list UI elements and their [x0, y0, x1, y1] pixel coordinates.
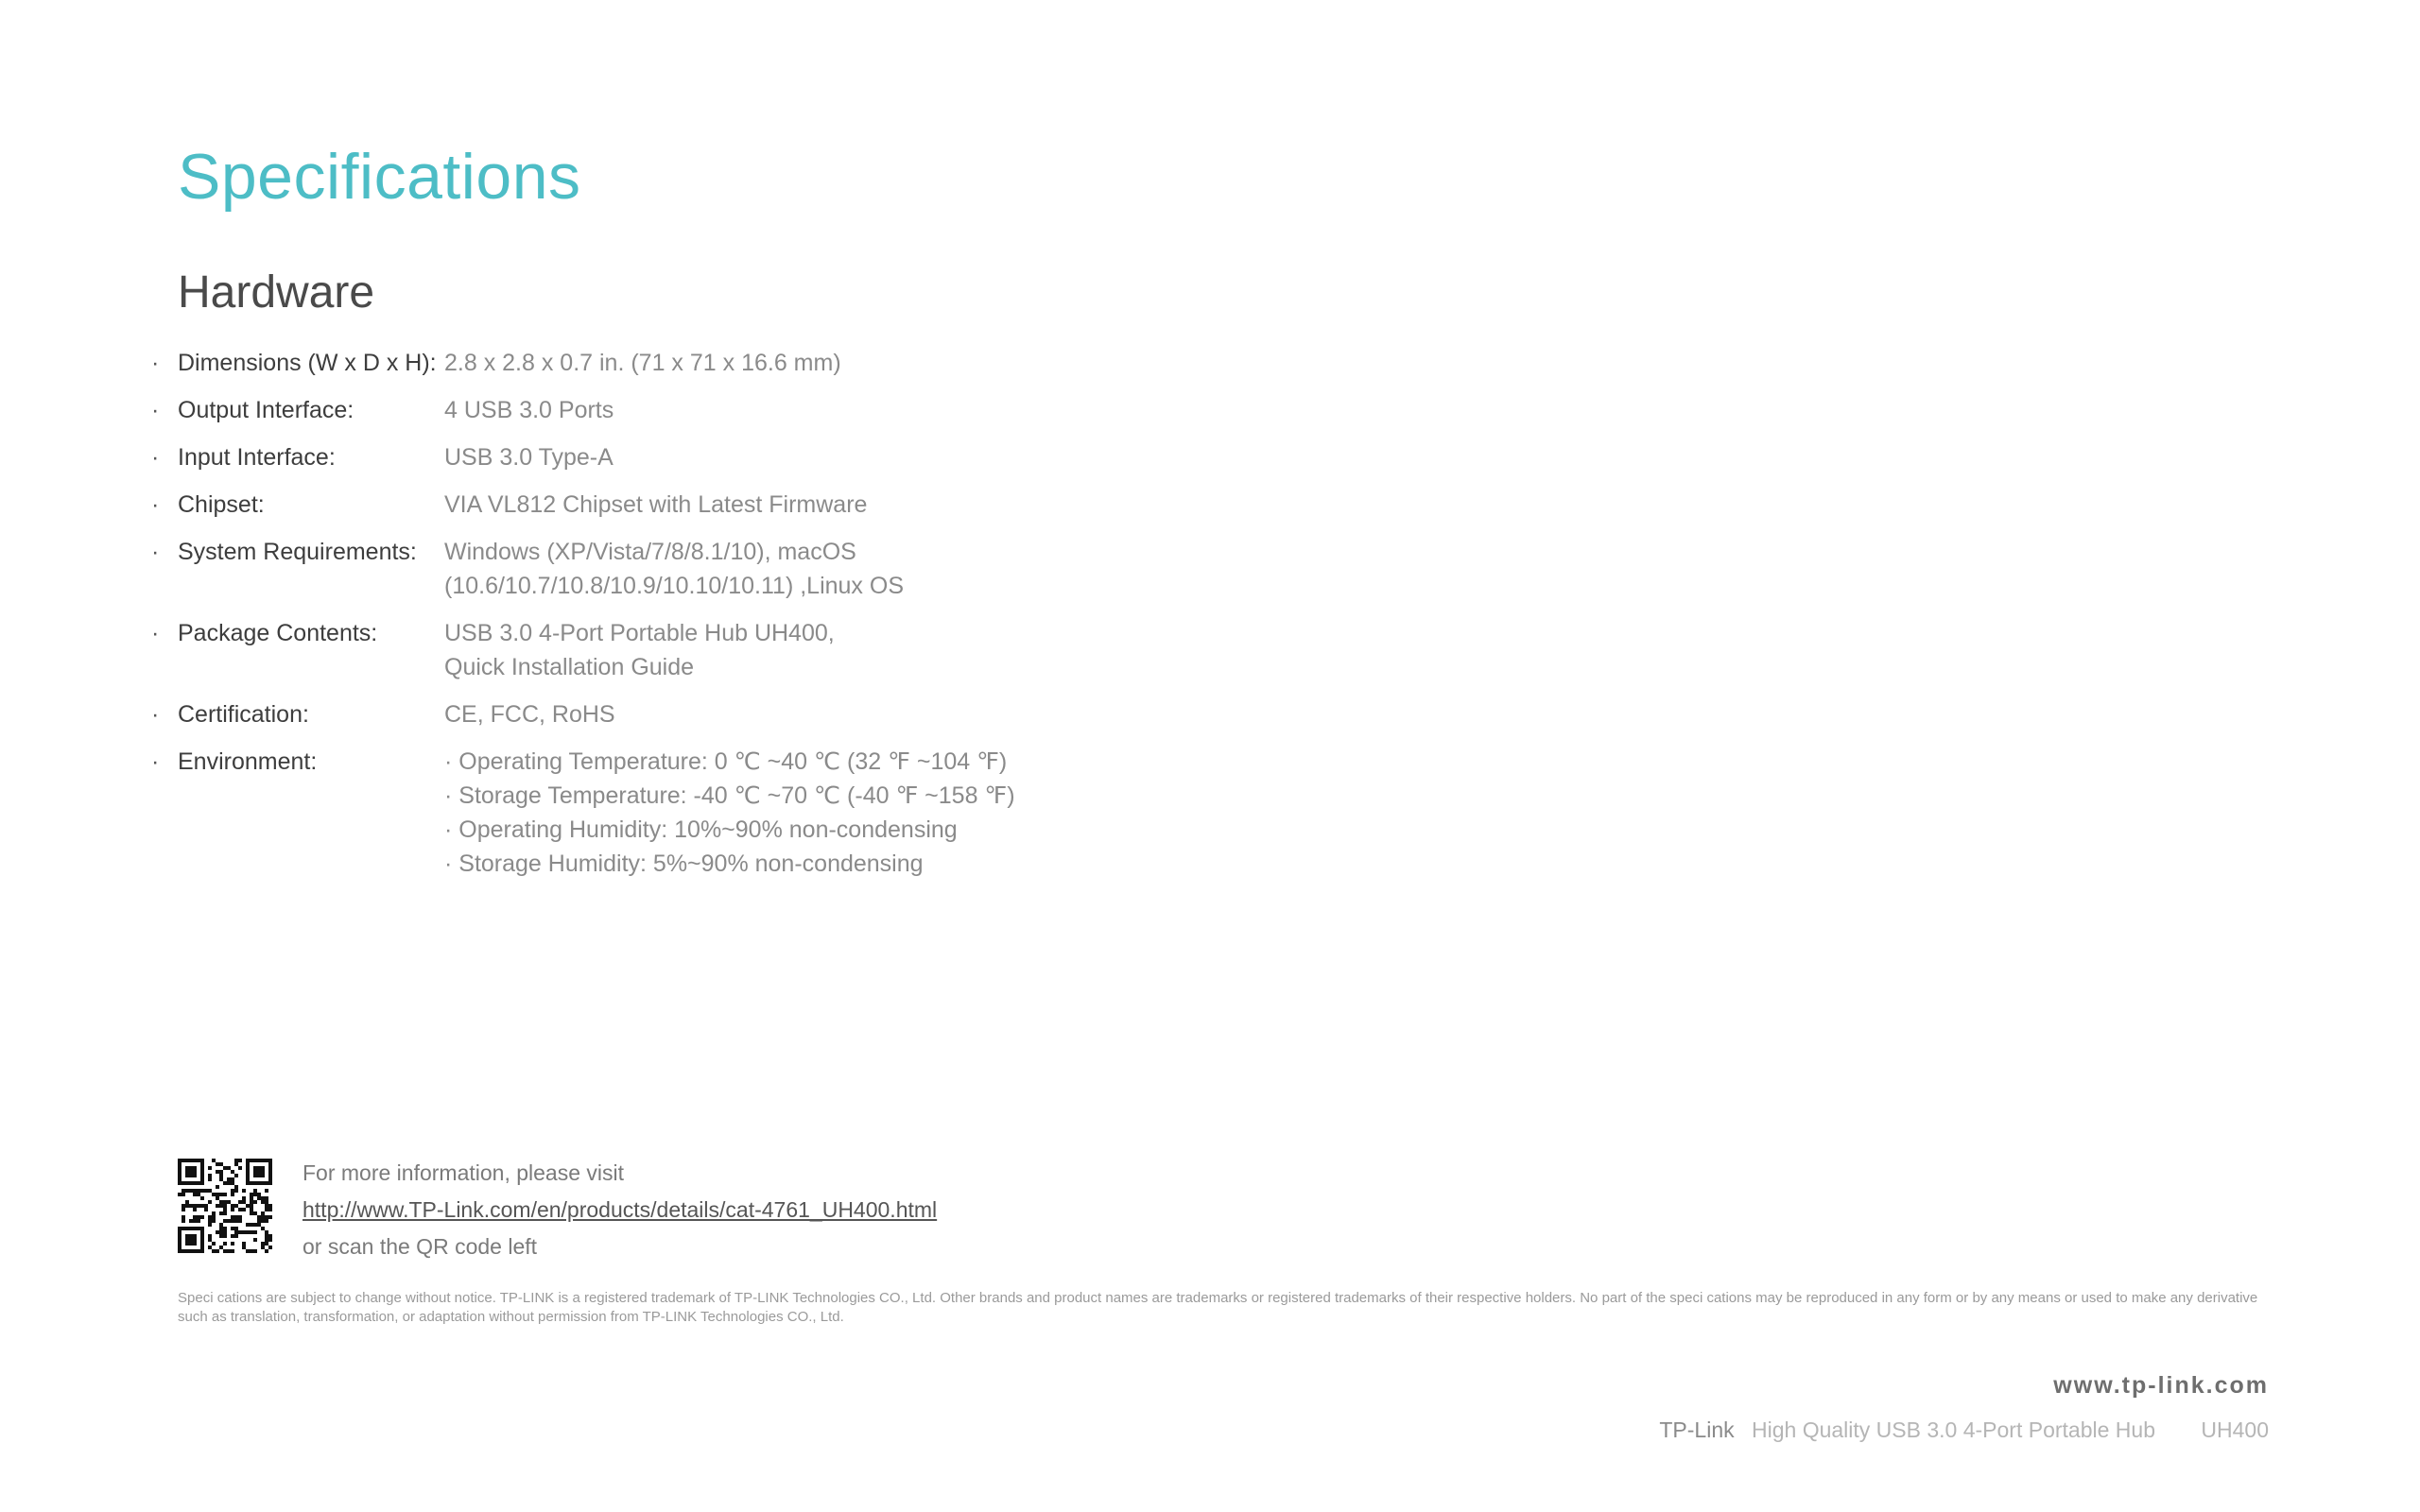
bullet: ·: [151, 491, 160, 518]
spec-value: · Operating Temperature: 0 ℃ ~40 ℃ (32 ℉ ~104 ℉) · Storage Temperature: -40 ℃ ~70 ℃ (-40 ℉ ~158 ℉) · Operating Humidity: 10%~90% non-condensing · Storage Humidity: 5%~90% non-condensing: [444, 748, 1015, 877]
bullet: ·: [151, 444, 160, 471]
footer-product-name: High Quality USB 3.0 4-Port Portable Hub: [1752, 1418, 2155, 1442]
spec-row-output-interface: [151, 393, 1286, 427]
spec-label: Output Interface:: [178, 397, 354, 423]
spec-label: Input Interface:: [178, 444, 336, 471]
scan-qr-text: or scan the QR code left: [302, 1234, 538, 1259]
spec-label: Package Contents:: [178, 620, 378, 646]
bullet: ·: [151, 397, 160, 423]
spec-label: System Requirements:: [178, 539, 417, 565]
spec-label: Dimensions (W x D x H):: [178, 350, 437, 376]
legal-disclaimer: Speci cations are subject to change without notice. TP-LINK is a registered trademark of TP-LINK Technologies CO., Ltd. Other brands and product names are trademarks or registered trademarks of their respective holders. No part of the speci cations may be reproduced in any form or by any means or used to make any derivative such as translation, transformation, or adaptation without permission from TP-LINK Technologies CO., Ltd.: [178, 1290, 2258, 1325]
more-info-text: For more information, please visit: [302, 1160, 625, 1185]
bullet: ·: [151, 701, 160, 728]
footer-model: UH400: [2201, 1418, 2269, 1442]
spec-row-input-interface: [151, 440, 1286, 474]
footer-product-line: [1659, 1418, 2269, 1443]
bullet: ·: [151, 748, 160, 775]
more-info-block: [302, 1155, 937, 1265]
footer-brand: TP-Link: [1659, 1418, 1735, 1442]
spec-label: Chipset:: [178, 491, 265, 518]
website-url: www.tp-link.com: [2053, 1372, 2269, 1399]
spec-list: [151, 346, 1286, 881]
spec-value: 4 USB 3.0 Ports: [444, 397, 614, 423]
spec-row-certification: [151, 697, 1286, 731]
bullet: ·: [151, 539, 160, 565]
product-page-link[interactable]: http://www.TP-Link.com/en/products/details/cat-4761_UH400.html: [302, 1197, 938, 1222]
page-title: Specifications: [178, 141, 581, 213]
spec-row-dimensions: [151, 346, 1286, 380]
spec-value: 2.8 x 2.8 x 0.7 in. (71 x 71 x 16.6 mm): [444, 350, 841, 376]
section-title-hardware: Hardware: [178, 267, 375, 318]
spec-row-package-contents: [151, 616, 1286, 684]
spec-row-environment: [151, 745, 1286, 881]
spec-value: VIA VL812 Chipset with Latest Firmware: [444, 491, 868, 518]
spec-value: USB 3.0 4-Port Portable Hub UH400, Quick Installation Guide: [444, 620, 835, 680]
spec-value: Windows (XP/Vista/7/8/8.1/10), macOS (10.6/10.7/10.8/10.9/10.10/10.11) ,Linux OS: [444, 539, 904, 599]
bullet: ·: [151, 350, 160, 376]
spec-row-chipset: [151, 488, 1286, 522]
spec-label: Certification:: [178, 701, 309, 728]
spec-value: USB 3.0 Type-A: [444, 444, 614, 471]
spec-value: CE, FCC, RoHS: [444, 701, 615, 728]
spec-row-system-requirements: [151, 535, 1286, 603]
qr-code-icon: [178, 1159, 272, 1253]
spec-label: Environment:: [178, 748, 318, 775]
bullet: ·: [151, 620, 160, 646]
